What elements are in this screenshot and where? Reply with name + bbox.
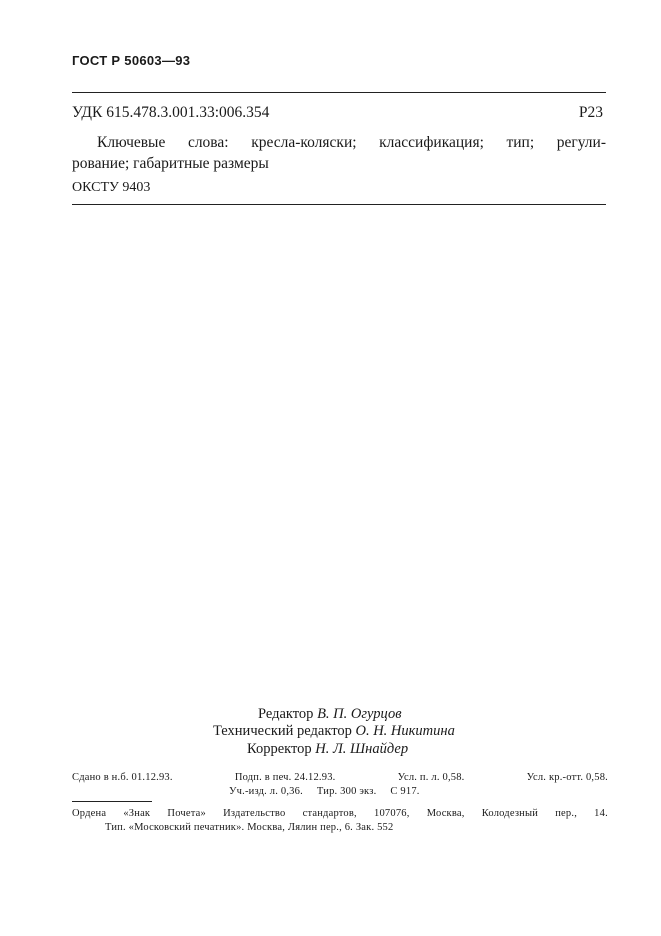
udk-code: УДК 615.478.3.001.33:006.354 bbox=[72, 104, 270, 121]
editor-role: Редактор bbox=[258, 706, 314, 722]
keywords-line-2: рование; габаритные размеры bbox=[72, 155, 269, 172]
classification-code: Р23 bbox=[578, 104, 603, 121]
standard-header: ГОСТ Р 50603—93 bbox=[72, 53, 191, 68]
corrector-name: Н. Л. Шнайдер bbox=[315, 741, 409, 757]
publisher-word: Москва, bbox=[426, 808, 465, 819]
order-code: С 917. bbox=[390, 786, 420, 797]
publisher-line-2: Тип. «Московский печатник». Москва, Лялин пер., 6. Зак. 552 bbox=[105, 822, 394, 833]
tech-editor-credit bbox=[213, 723, 455, 740]
edition-sheets: Уч.-изд. л. 0,36. bbox=[229, 786, 303, 797]
signed-date: Подп. в печ. 24.12.93. bbox=[234, 772, 336, 783]
keywords-line-1: Ключевые слова: кресла-коляски; классификация; тип; регули- bbox=[97, 134, 606, 151]
publisher-word: Колодезный bbox=[481, 808, 539, 819]
publisher-line-1 bbox=[72, 808, 608, 819]
publisher-word: стандартов, bbox=[302, 808, 357, 819]
publisher-word: «Знак bbox=[123, 808, 151, 819]
submitted-date: Сдано в н.б. 01.12.93. bbox=[72, 772, 173, 783]
editor-credit bbox=[258, 706, 402, 723]
editor-name: В. П. Огурцов bbox=[317, 706, 402, 722]
circulation: Тир. 300 экз. bbox=[316, 786, 377, 797]
imprint-divider bbox=[72, 801, 152, 802]
okstu-code: ОКСТУ 9403 bbox=[72, 180, 151, 195]
print-sheets: Усл. п. л. 0,58. bbox=[397, 772, 465, 783]
publisher-word: 14. bbox=[594, 808, 608, 819]
publisher-word: Почета» bbox=[167, 808, 206, 819]
publisher-word: пер., bbox=[555, 808, 578, 819]
corrector-credit bbox=[247, 741, 408, 758]
publisher-word: 107076, bbox=[374, 808, 410, 819]
section-divider bbox=[72, 204, 606, 205]
publisher-word: Издательство bbox=[223, 808, 286, 819]
imprint-line-1 bbox=[72, 772, 608, 783]
tech-editor-role: Технический редактор bbox=[213, 723, 352, 739]
corrector-role: Корректор bbox=[247, 741, 312, 757]
tech-editor-name: О. Н. Никитина bbox=[355, 723, 455, 739]
publisher-word: Ордена bbox=[72, 808, 107, 819]
print-colors: Усл. кр.-отт. 0,58. bbox=[526, 772, 608, 783]
imprint-line-2 bbox=[229, 786, 420, 797]
top-divider bbox=[72, 92, 606, 93]
